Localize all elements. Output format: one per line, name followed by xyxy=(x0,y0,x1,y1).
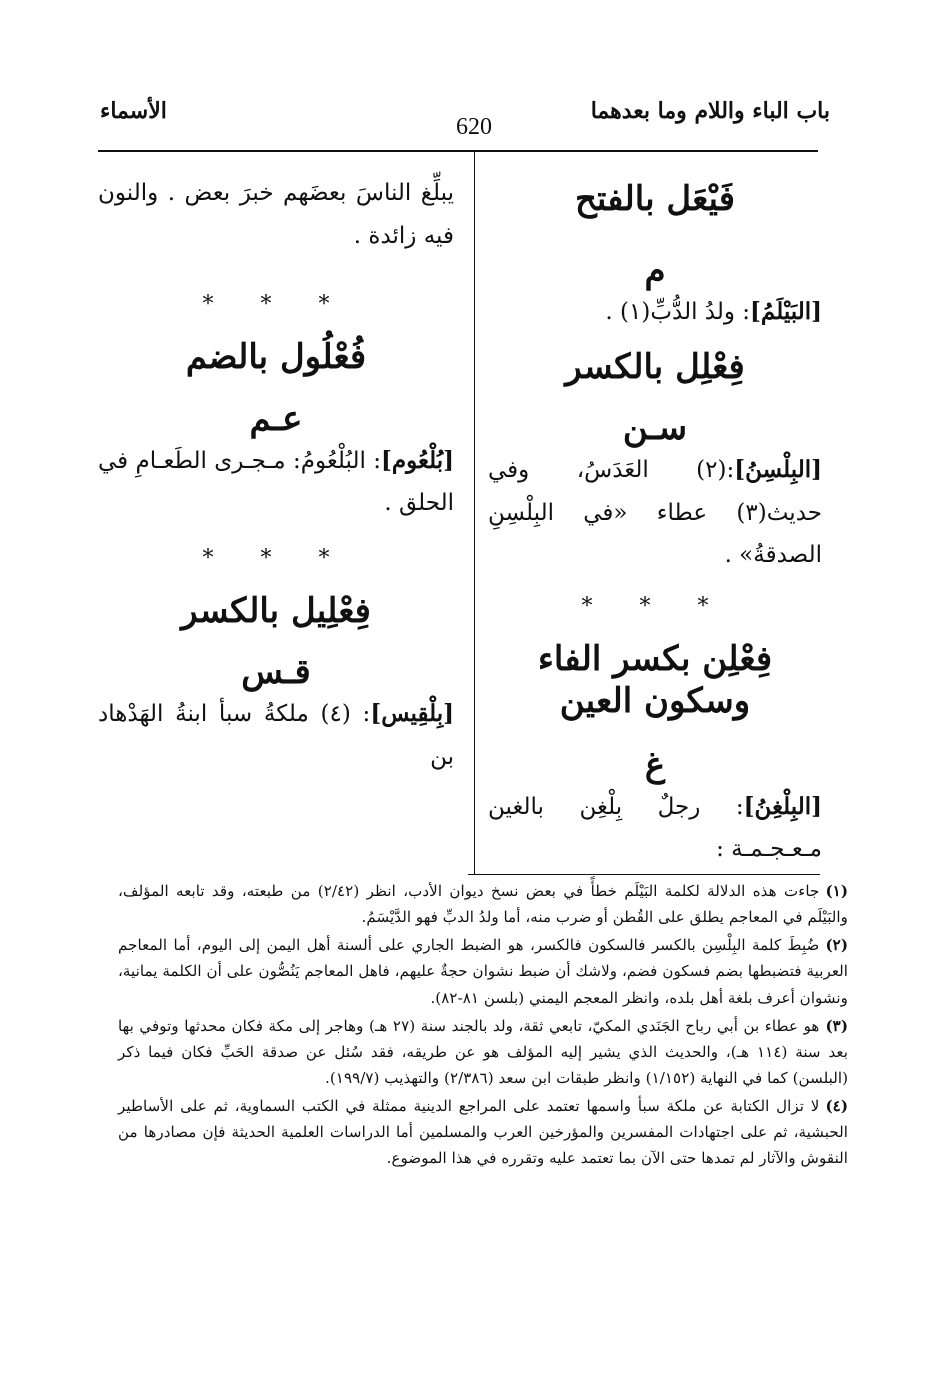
footnote-number: (١) xyxy=(825,882,848,900)
dictionary-entry xyxy=(488,786,822,871)
footnote-text: هو عطاء بن أبي رباح الجَنَدي المكيّ، تابعي ثقة، ولد بالجند سنة (٢٧ هـ) وهاجر إلى مكة فكان محدثها وتوفي بها بعد سنة (١١٤ هـ)، والحديث الذي يشير إليه المؤلف هو عن طريقه، فقد سُئل عن صدقة الحَبِّ فكان فيما ذكر (البلسن) كما في النهاية (١/١٥٢) وانظر طبقات ابن سعد (٢/٣٨٦) والتهذيب (١٩٩/٧). xyxy=(118,1016,848,1087)
footnote xyxy=(118,932,848,1010)
pattern-heading: فُعْلُول بالضم xyxy=(185,337,367,378)
footnote-number: (٢) xyxy=(825,936,848,955)
section-separator: * * * xyxy=(581,593,729,619)
entry-definition: :(٢) العَدَسُ، وفي حديث(٣) عطاء «في البِلْسِنِ الصدقةُ» . xyxy=(488,457,822,569)
dictionary-entry xyxy=(488,449,822,577)
left-column xyxy=(98,172,454,778)
column-divider xyxy=(474,152,475,874)
footnote xyxy=(118,1013,848,1091)
pattern-heading: فِعْلِل بالكسر xyxy=(565,346,745,387)
footnotes xyxy=(118,878,848,1174)
entry-headword: [بِلْقِيس] xyxy=(370,700,454,728)
chapter-title: باب الباء واللام وما بعدهما xyxy=(590,98,830,124)
entry-definition: : رجلٌ بِلْغِن بالغين مـعـجـمـة : xyxy=(488,793,822,863)
dictionary-entry xyxy=(98,693,454,778)
right-column xyxy=(488,172,822,871)
root-letter-heading: قـس xyxy=(241,652,311,693)
footnote-number: (٣) xyxy=(825,1016,848,1035)
entry-definition: : (٤) ملكةُ سبأ ابنةُ الهَدْهاد بن xyxy=(98,701,454,770)
root-letter-heading: غ xyxy=(644,744,666,785)
footnote-text: جاءت هذه الدلالة لكلمة البَيْلَم خطأً في بعض نسخ ديوان الأدب، انظر (٢/٤٢) من طبعته، وقد تابعه المؤلف، والبَيْلَم في المعاجم يطلق على القُطن أو ضرب منه، أما ولدُ الدبِّ فهو الدَّيْسَمُ. xyxy=(118,882,848,927)
footnote xyxy=(118,878,848,930)
footnote xyxy=(118,1093,848,1171)
dictionary-entry xyxy=(98,440,454,525)
footnote-number: (٤) xyxy=(825,1097,848,1116)
entry-headword: [البِلْغِنُ] xyxy=(743,792,822,820)
entry-headword: [البِلْسِنُ] xyxy=(734,456,822,484)
entry-definition: : ولدُ الدُّبِّ(١) . xyxy=(605,299,751,326)
root-letter-heading: عـم xyxy=(249,398,303,439)
entry-headword: [البَيْلَمُ] xyxy=(750,298,822,326)
entry-headword: [بُلْعُوم] xyxy=(381,446,454,474)
pattern-heading: فِعْلِيل بالكسر xyxy=(181,590,371,631)
dictionary-entry xyxy=(488,291,822,334)
section-separator: * * * xyxy=(202,292,350,318)
pattern-heading: فَيْعَل بالفتح xyxy=(574,179,736,219)
root-letter-heading: سـن xyxy=(622,408,688,449)
footnote-rule xyxy=(468,874,820,875)
footnote-text: ضُبِطَ كلمة البِلْسِن بالكسر فالسكون فالكسر، هو الضبط الجاري على ألسنة أهل اليمن إلى اليوم، أما المعاجم العربية فتضبطها بضم فسكون فضم، ولاشك أن ضبط نشوان حجةٌ عليهم، فاهل المعاجم يَنُصُّون على أن الكلمة يمانية، ونشوان أعرف بلغة أهل بلده، وانظر المعجم اليمني (بلسن ٨١-٨٢). xyxy=(118,936,848,1007)
entry-definition: : البُلْعُومُ: مـجـرى الطَعـامِ في الحلق . xyxy=(98,447,454,517)
page-number: 620 xyxy=(456,114,492,140)
entry-continuation: يبلِّغ الناسَ بعضَهم خبرَ بعض . والنون فيه زائدة . xyxy=(98,180,454,249)
section-title: الأسماء xyxy=(100,98,167,124)
section-separator: * * * xyxy=(202,545,350,571)
pattern-heading: فِعْلِن بكسر الفاء وسكون العين xyxy=(537,638,773,722)
footnote-text: لا تزال الكتابة عن ملكة سبأ واسمها تعتمد على المراجع الدينية ممثلة في الكتب السماوية، ثم على الأساطير الحبشية، ثم على اجتهادات المفسرين والمؤرخين العرب والمسلمين أما الدراسات العلمية الحديثة فإن مصادرها من النقوش والآثار لم تمدها حتى الآن بما تعتمد عليه وتقرره في هذا الموضوع. xyxy=(118,1097,848,1168)
header-rule xyxy=(98,150,818,152)
root-letter-heading: م xyxy=(644,250,666,291)
